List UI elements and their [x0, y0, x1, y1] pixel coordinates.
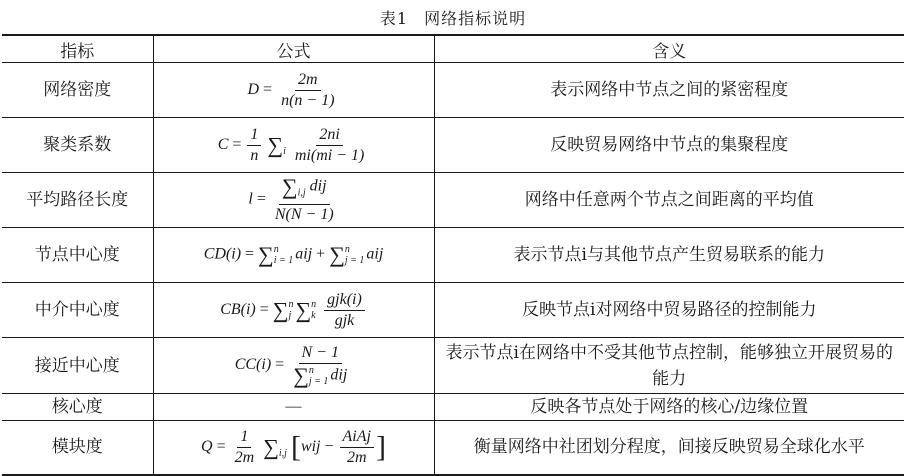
fraction-denominator: 2m: [234, 448, 255, 466]
coefficient-fraction: [247, 126, 261, 165]
metric-name: 核心度: [2, 394, 153, 421]
metrics-table: [2, 34, 904, 476]
table-row: [2, 394, 904, 421]
metric-name: 聚类系数: [2, 118, 153, 173]
summation-symbol: ∑: [329, 242, 345, 267]
table-row: [2, 173, 904, 228]
summation-lower: k: [311, 310, 316, 321]
plus-sign: +: [316, 245, 326, 263]
formula-lhs: C: [217, 135, 229, 153]
metric-formula: CD(i) = ∑ n i = 1 aij + ∑ n j = 1 aij: [153, 228, 434, 283]
fraction-numerator: 1: [247, 126, 261, 146]
sum-term: aij: [366, 245, 384, 263]
fraction: [272, 176, 337, 224]
summation-symbol: ∑: [293, 363, 309, 388]
summation-index: i,j: [278, 447, 287, 459]
summation-symbol: ∑: [281, 174, 298, 200]
fraction: [290, 344, 350, 387]
metric-name: 模块度: [2, 421, 153, 475]
fraction-numerator: 1: [237, 428, 251, 448]
metric-formula: l = $\frac{\sum_{i,j} dij}{N(N - 1)}$: [153, 173, 434, 228]
metric-meaning: 反映贸易网络中节点的集聚程度: [434, 118, 904, 173]
metric-formula: D = $\frac{2m}{n(n - 1)}$: [153, 63, 434, 118]
denominator-term: dij: [330, 366, 348, 384]
metric-formula: Q = $\frac{1}{2m}$ $\sum_{i,j}$ [wij − $\frac{\text{AiAj}}{2m}$ ]: [153, 421, 434, 475]
summation-upper: n: [308, 365, 314, 376]
metric-meaning: 表示节点i在网络中不受其他节点控制，能够独立开展贸易的能力: [434, 338, 904, 394]
summation-limits: [274, 244, 294, 266]
fraction-numerator: [279, 176, 330, 205]
fraction-denominator: n: [250, 146, 259, 164]
summation-symbol: ∑: [258, 242, 274, 267]
header-name: 指标: [2, 35, 153, 63]
summation-lower: j: [288, 310, 292, 321]
fraction-denominator: gjk: [334, 311, 355, 329]
sum-term: aij: [295, 245, 313, 263]
fraction-denominator: 2m: [346, 448, 367, 466]
summation-lower: j = 1: [344, 255, 365, 266]
bracket-term: wij: [300, 437, 321, 455]
metric-name: 平均路径长度: [2, 173, 153, 228]
numerator-term: dij: [309, 177, 327, 195]
table-row: [2, 421, 904, 475]
summation-upper: n: [288, 299, 294, 310]
right-bracket-icon: ]: [375, 430, 386, 464]
formula-lhs: l: [248, 190, 253, 208]
summation-index: i: [283, 145, 286, 157]
summation-symbol: ∑: [295, 297, 312, 322]
summation-upper: n: [311, 299, 317, 310]
fraction-denominator: N(N − 1): [274, 205, 334, 223]
summation-lower: j = 1: [308, 376, 329, 387]
metric-meaning: 反映各节点处于网络的核心/边缘位置: [434, 394, 904, 421]
metric-meaning: 网络中任意两个节点之间距离的平均值: [434, 173, 904, 228]
metric-meaning: 表示网络中节点之间的紧密程度: [434, 63, 904, 118]
metric-name: 接近中心度: [2, 338, 153, 394]
fraction-denominator: mi(mi − 1): [294, 146, 365, 164]
metric-meaning: 表示节点i与其他节点产生贸易联系的能力: [434, 228, 904, 283]
metric-name: 网络密度: [2, 63, 153, 118]
metric-formula: C = $\frac{1}{n}$ $\sum_i$ $\frac{2ni}{mi(mi - 1)}$: [153, 118, 434, 173]
metric-meaning: 衡量网络中社团划分程度，间接反映贸易全球化水平: [434, 421, 904, 475]
table-number: 表1: [379, 8, 409, 28]
summation-limits: [309, 365, 329, 387]
summation-lower: i = 1: [273, 255, 294, 266]
coefficient-fraction: [232, 428, 258, 467]
table-row: [2, 338, 904, 394]
fraction-numerator: N − 1: [299, 344, 342, 364]
metric-formula: [153, 394, 434, 421]
summation-symbol: ∑: [267, 132, 284, 157]
table-row: [2, 118, 904, 173]
summation-limits: [288, 299, 293, 321]
table-caption: [0, 0, 906, 34]
summation-symbol: ∑: [263, 434, 279, 460]
fraction: [278, 71, 337, 110]
metric-meaning: 反映节点i对网络中贸易路径的控制能力: [434, 283, 904, 338]
metric-formula: CC(i) = N − 1 ∑ n j = 1 dij: [153, 338, 434, 394]
fraction: [340, 428, 374, 467]
formula-lhs: CC(i): [234, 356, 272, 374]
table-title: 网络指标说明: [424, 8, 527, 28]
formula-lhs: Q: [201, 437, 213, 455]
summation-limits: [311, 299, 316, 321]
formula-lhs: CD(i): [203, 245, 242, 263]
fraction-numerator: 2ni: [316, 126, 342, 146]
header-formula: 公式: [153, 35, 434, 63]
summation-symbol: ∑: [272, 297, 289, 322]
header-row: [2, 35, 904, 63]
formula-lhs: CB(i): [220, 300, 256, 318]
summation-upper: n: [344, 244, 350, 255]
minus-sign: −: [324, 437, 334, 455]
metric-name: 中介中心度: [2, 283, 153, 338]
table-row: [2, 283, 904, 338]
metric-name: 节点中心度: [2, 228, 153, 283]
summation-limits: [345, 244, 365, 266]
summation-index: i,j: [297, 187, 306, 199]
header-meaning: 含义: [434, 35, 904, 63]
table-row: [2, 63, 904, 118]
summation-upper: n: [273, 244, 279, 255]
fraction: [292, 126, 367, 165]
table-row: [2, 228, 904, 283]
metric-formula: CB(i) = ∑ n j ∑ n k $\frac{\text{gjk(i)}}{\text{gjk}}$: [153, 283, 434, 338]
fraction-numerator: 2m: [295, 71, 321, 91]
formula-lhs: D: [247, 80, 260, 98]
fraction-numerator: AiAj: [340, 428, 374, 448]
formula-dash: —: [285, 398, 302, 415]
fraction-denominator: n(n − 1): [281, 91, 335, 109]
fraction-numerator: gjk(i): [324, 291, 365, 311]
left-bracket-icon: [: [290, 430, 301, 464]
fraction-denominator: [290, 364, 350, 387]
fraction: [324, 291, 365, 330]
